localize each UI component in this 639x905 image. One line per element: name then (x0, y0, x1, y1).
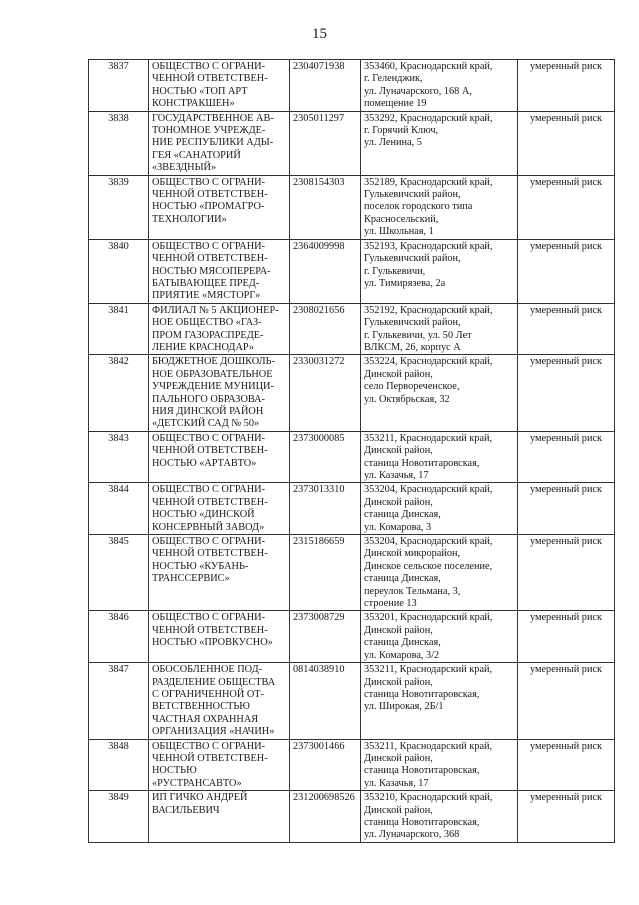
organization-name-line: «РУСТРАНСАВТО» (152, 777, 242, 789)
organization-name-line: ЧЕННОЙ ОТВЕТСТВЕН- (152, 253, 268, 265)
address-line: ул. Тимирязева, 2а (364, 277, 446, 289)
organization-name-line: ФИЛИАЛ № 5 АКЦИОНЕР- (152, 304, 279, 316)
table-row (89, 739, 615, 791)
inn-code: 2373001466 (290, 739, 361, 791)
organization-name-line: НОСТЬЮ «ДИНСКОЙ (152, 509, 255, 521)
address-line: Гулькевичский район, (364, 189, 461, 201)
address-line: переулок Тельмана, 3, (364, 585, 461, 597)
address (361, 611, 518, 663)
risk-category: умеренный риск (518, 355, 615, 431)
inn-code: 2373013310 (290, 483, 361, 535)
organization-name-line: ЧЕННОЙ ОТВЕТСТВЕН- (152, 496, 268, 508)
table-row (89, 663, 615, 739)
organization-name-line: ОБЩЕСТВО С ОГРАНИ- (152, 484, 266, 496)
organization-name-line: ГОСУДАРСТВЕННОЕ АВ- (152, 112, 274, 124)
address-line: 353201, Краснодарский край, (364, 612, 493, 624)
address-line: Динское сельское поселение, (364, 560, 493, 572)
address-line: Динской район, (364, 752, 433, 764)
address-line: Динской район, (364, 804, 433, 816)
organization-name-line: ОБЩЕСТВО С ОГРАНИ- (152, 432, 266, 444)
organization-name-line: НОЕ ОБЩЕСТВО «ГАЗ- (152, 317, 262, 329)
address-line: г. Горячий Ключ, (364, 125, 439, 137)
organization-name-line: ТРАНССЕРВИС» (152, 573, 230, 585)
address-line: Гулькевичский район, (364, 317, 461, 329)
organization-name-line: ИП ГИЧКО АНДРЕЙ (152, 792, 248, 804)
organization-name-line: ГЕЯ «САНАТОРИЙ (152, 149, 241, 161)
inn-code: 2364009998 (290, 239, 361, 303)
registry-number: 3838 (89, 111, 149, 175)
organization-name-line: НОСТЬЮ «ПРОВКУСНО» (152, 637, 273, 649)
organization-name-line: ЧЕННОЙ ОТВЕТСТВЕН- (152, 548, 268, 560)
inn-code: 2308154303 (290, 175, 361, 239)
risk-category: умеренный риск (518, 431, 615, 483)
address (361, 111, 518, 175)
address-line: 353211, Краснодарский край, (364, 432, 493, 444)
address-line: ул. Казачья, 17 (364, 777, 429, 789)
organization-name-line: С ОГРАНИЧЕННОЙ ОТ- (152, 688, 265, 700)
organization-name-line: НОЕ ОБРАЗОВАТЕЛЬНОЕ (152, 368, 273, 380)
address-line: г. Геленджик, (364, 73, 423, 85)
organization-name-line: ПРОМ ГАЗОРАСПРЕДЕ- (152, 329, 264, 341)
address-line: ул. Луначарского, 168 А, (364, 85, 472, 97)
organization-name-line: НИЯ ДИНСКОЙ РАЙОН (152, 405, 264, 417)
organization-name-line: НОСТЬЮ «ТОП АРТ (152, 85, 248, 97)
risk-category: умеренный риск (518, 111, 615, 175)
table-row (89, 535, 615, 611)
address-line: ул. Школьная, 1 (364, 226, 434, 238)
address-line: станица Новотитаровская, (364, 765, 480, 777)
address-line: ул. Октябрьская, 32 (364, 393, 450, 405)
risk-category: умеренный риск (518, 303, 615, 355)
organization-name-line: НОСТЬЮ «АРТАВТО» (152, 457, 257, 469)
organization-name-line: КОНСТРАКШЕН» (152, 98, 235, 110)
address-line: 353292, Краснодарский край, (364, 112, 493, 124)
inn-code: 2330031272 (290, 355, 361, 431)
organization-name-line: ОБЩЕСТВО С ОГРАНИ- (152, 176, 266, 188)
organization-name (149, 431, 290, 483)
registry-number: 3839 (89, 175, 149, 239)
registry-number: 3849 (89, 791, 149, 843)
organization-name-line: ЧЕННОЙ ОТВЕТСТВЕН- (152, 624, 268, 636)
organization-name-line: «ЗВЕЗДНЫЙ» (152, 162, 217, 174)
registry-number: 3843 (89, 431, 149, 483)
address-line: ул. Ленина, 5 (364, 137, 422, 149)
table-row (89, 483, 615, 535)
address (361, 239, 518, 303)
risk-category: умеренный риск (518, 175, 615, 239)
table-row (89, 239, 615, 303)
table-row (89, 175, 615, 239)
organization-name-line: ЧЕННОЙ ОТВЕТСТВЕН- (152, 189, 268, 201)
organization-name-line: ВАСИЛЬЕВИЧ (152, 804, 220, 816)
inn-code: 2308021656 (290, 303, 361, 355)
address (361, 60, 518, 112)
inn-code: 2315186659 (290, 535, 361, 611)
registry-number: 3837 (89, 60, 149, 112)
inn-code: 2304071938 (290, 60, 361, 112)
organization-name-line: ОБЩЕСТВО С ОГРАНИ- (152, 612, 266, 624)
organization-name (149, 175, 290, 239)
organization-name-line: КОНСЕРВНЫЙ ЗАВОД» (152, 521, 265, 533)
address-line: ВЛКСМ, 26, корпус А (364, 341, 461, 353)
registry-number: 3847 (89, 663, 149, 739)
organization-name-line: ТЕХНОЛОГИИ» (152, 213, 227, 225)
address-line: ул. Казачья, 17 (364, 470, 429, 481)
address (361, 739, 518, 791)
organization-name-line: ПАЛЬНОГО ОБРАЗОВА- (152, 393, 265, 405)
inn-code: 231200698526 (290, 791, 361, 843)
organization-name-line: НИЕ РЕСПУБЛИКИ АДЫ- (152, 137, 274, 149)
inn-code: 0814038910 (290, 663, 361, 739)
risk-category: умеренный риск (518, 739, 615, 791)
table-row (89, 111, 615, 175)
organization-name (149, 303, 290, 355)
address-line: 353224, Краснодарский край, (364, 356, 493, 368)
organization-name-line: УЧРЕЖДЕНИЕ МУНИЦИ- (152, 381, 274, 393)
address-line: ул. Комарова, 3 (364, 521, 432, 533)
organization-name (149, 611, 290, 663)
address-line: Динской район, (364, 368, 433, 380)
address-line: станица Динская, (364, 509, 441, 521)
organization-name-line: ВЕТСТВЕННОСТЬЮ (152, 701, 250, 713)
organization-name-line: ОБОСОБЛЕННОЕ ПОД- (152, 664, 263, 676)
address-line: 352193, Краснодарский край, (364, 240, 493, 252)
table-row (89, 611, 615, 663)
address-line: 353460, Краснодарский край, (364, 61, 493, 72)
address-line: Красносельский, (364, 213, 439, 225)
risk-category: умеренный риск (518, 791, 615, 843)
organization-name (149, 791, 290, 843)
organization-name-line: ОБЩЕСТВО С ОГРАНИ- (152, 536, 266, 548)
organization-name-line: РАЗДЕЛЕНИЕ ОБЩЕСТВА (152, 676, 276, 688)
organization-name (149, 111, 290, 175)
organization-name-line: ОБЩЕСТВО С ОГРАНИ- (152, 240, 266, 252)
risk-category: умеренный риск (518, 483, 615, 535)
registry-number: 3842 (89, 355, 149, 431)
risk-category: умеренный риск (518, 60, 615, 112)
organization-name (149, 535, 290, 611)
organization-name-line: ОБЩЕСТВО С ОГРАНИ- (152, 61, 266, 72)
organization-name-line: ОБЩЕСТВО С ОГРАНИ- (152, 740, 266, 752)
organization-name-line: «ДЕТСКИЙ САД № 50» (152, 418, 260, 430)
risk-category: умеренный риск (518, 535, 615, 611)
address-line: Динской район, (364, 445, 433, 457)
table-row (89, 303, 615, 355)
address-line: ул. Комарова, 3/2 (364, 649, 440, 661)
organization-name-line: НОСТЬЮ «КУБАНЬ- (152, 560, 249, 572)
organization-name-line: ОРГАНИЗАЦИЯ «НАЧИН» (152, 726, 275, 738)
address-line: 352192, Краснодарский край, (364, 304, 493, 316)
address-line: Динской район, (364, 496, 433, 508)
organization-name-line: НОСТЬЮ (152, 765, 197, 777)
organization-name (149, 663, 290, 739)
address (361, 431, 518, 483)
address-line: 353211, Краснодарский край, (364, 664, 493, 676)
organization-name-line: ЧЕННОЙ ОТВЕТСТВЕН- (152, 752, 268, 764)
risk-category: умеренный риск (518, 611, 615, 663)
address-line: 353211, Краснодарский край, (364, 740, 493, 752)
address-line: строение 13 (364, 598, 417, 610)
registry-number: 3848 (89, 739, 149, 791)
page-number: 15 (312, 26, 327, 42)
organization-name (149, 483, 290, 535)
registry-number: 3846 (89, 611, 149, 663)
address (361, 483, 518, 535)
inn-code: 2373008729 (290, 611, 361, 663)
address-line: станица Динская, (364, 573, 441, 585)
address-line: г. Гулькевичи, ул. 50 Лет (364, 329, 472, 341)
address (361, 175, 518, 239)
registry-number: 3840 (89, 239, 149, 303)
address-line: станица Динская, (364, 637, 441, 649)
table-row (89, 355, 615, 431)
address-line: Динской район, (364, 624, 433, 636)
organization-name-line: НОСТЬЮ МЯСОПЕРЕРА- (152, 265, 271, 277)
address-line: станица Новотитаровская, (364, 816, 480, 828)
address-line: Динской микрорайон, (364, 548, 461, 560)
table-row (89, 60, 615, 112)
organization-name (149, 355, 290, 431)
organization-name-line: ТОНОМНОЕ УЧРЕЖДЕ- (152, 125, 266, 137)
address (361, 303, 518, 355)
address (361, 663, 518, 739)
address-line: 353204, Краснодарский край, (364, 484, 493, 496)
address-line: Динской район, (364, 676, 433, 688)
inn-code: 2373000085 (290, 431, 361, 483)
organization-name (149, 739, 290, 791)
registry-number: 3841 (89, 303, 149, 355)
organization-name-line: ЧАСТНАЯ ОХРАННАЯ (152, 713, 259, 725)
table-row (89, 431, 615, 483)
address-line: станица Новотитаровская, (364, 688, 480, 700)
address (361, 355, 518, 431)
address-line: 353210, Краснодарский край, (364, 792, 493, 804)
organization-name-line: БЮДЖЕТНОЕ ДОШКОЛЬ- (152, 356, 275, 368)
registry-table (88, 59, 615, 843)
organization-name (149, 60, 290, 112)
address-line: ул. Луначарского, 368 (364, 829, 460, 841)
address-line: станица Новотитаровская, (364, 457, 480, 469)
organization-name-line: ПРИЯТИЕ «МЯСТОРГ» (152, 290, 261, 302)
organization-name-line: ЛЕНИЕ КРАСНОДАР» (152, 341, 255, 353)
inn-code: 2305011297 (290, 111, 361, 175)
address-line: поселок городского типа (364, 201, 473, 213)
organization-name-line: ЧЕННОЙ ОТВЕТСТВЕН- (152, 445, 268, 457)
risk-category: умеренный риск (518, 663, 615, 739)
address-line: Гулькевичский район, (364, 253, 461, 265)
address (361, 791, 518, 843)
registry-number: 3845 (89, 535, 149, 611)
organization-name-line: ЧЕННОЙ ОТВЕТСТВЕН- (152, 73, 268, 85)
organization-name-line: НОСТЬЮ «ПРОМАГРО- (152, 201, 265, 213)
registry-rows (89, 60, 615, 843)
address-line: 352189, Краснодарский край, (364, 176, 493, 188)
address-line: помещение 19 (364, 98, 427, 110)
registry-number: 3844 (89, 483, 149, 535)
address-line: г. Гулькевичи, (364, 265, 426, 277)
table-row (89, 791, 615, 843)
address-line: 353204, Краснодарский край, (364, 536, 493, 548)
organization-name-line: БАТЫВАЮЩЕЕ ПРЕД- (152, 277, 260, 289)
address (361, 535, 518, 611)
risk-category: умеренный риск (518, 239, 615, 303)
address-line: ул. Широкая, 2Б/1 (364, 701, 444, 713)
address-line: село Первореченское, (364, 381, 460, 393)
organization-name (149, 239, 290, 303)
